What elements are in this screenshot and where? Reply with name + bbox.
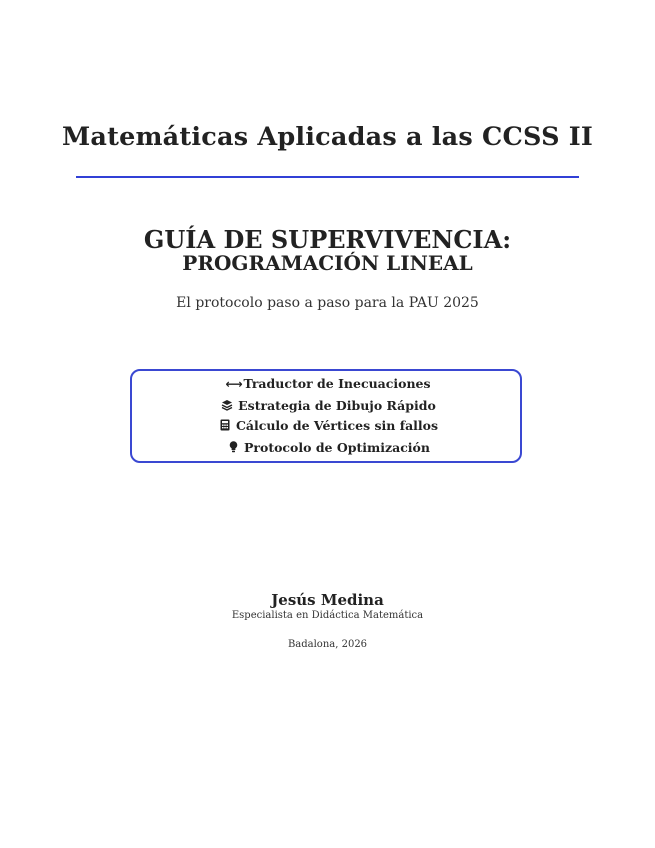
place-date: Badalona, 2026 bbox=[287, 639, 368, 650]
feature-label: Estrategia de Dibujo Rápido bbox=[238, 398, 436, 413]
arrows-left-right-icon: ⟷ bbox=[225, 377, 243, 391]
feature-label: Traductor de Inecuaciones bbox=[243, 376, 431, 391]
author-name: Jesús Medina bbox=[271, 591, 384, 609]
lightbulb-icon bbox=[226, 441, 240, 455]
feature-item bbox=[132, 376, 524, 391]
author-role: Especialista en Didáctica Matemática bbox=[231, 610, 424, 621]
guide-subtitle: PROGRAMACIÓN LINEAL bbox=[182, 251, 473, 275]
feature-label: Protocolo de Optimización bbox=[244, 440, 430, 455]
feature-item bbox=[132, 418, 524, 433]
feature-item bbox=[132, 398, 524, 413]
feature-label: Cálculo de Vértices sin fallos bbox=[235, 418, 439, 433]
guide-title: GUÍA DE SUPERVIVENCIA: bbox=[143, 225, 512, 254]
title-divider bbox=[76, 176, 579, 178]
tagline: El protocolo paso a paso para la PAU 2025 bbox=[176, 295, 479, 311]
calculator-icon bbox=[218, 419, 232, 433]
feature-item bbox=[132, 440, 524, 455]
features-box bbox=[130, 369, 522, 463]
course-title: Matemáticas Aplicadas a las CCSS II bbox=[61, 122, 594, 152]
layers-icon bbox=[220, 399, 234, 413]
